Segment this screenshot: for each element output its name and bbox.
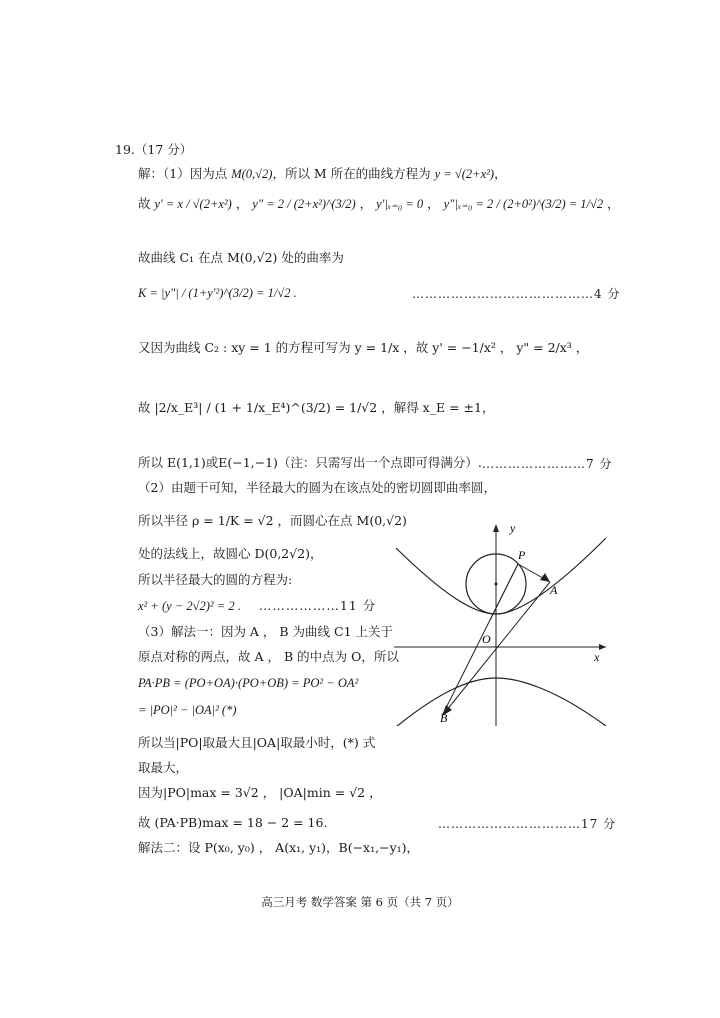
label-B: B: [440, 711, 448, 725]
upper-curve: [396, 538, 606, 614]
problem-header: [115, 142, 192, 158]
method2-line: 解法二：设 P(x₀, y₀) ， A(x₁, y₁)，B(−x₁,−y₁)，: [138, 840, 420, 855]
circle-center: [495, 583, 498, 586]
circle-intro: 所以半径最大的圆的方程为:: [138, 572, 293, 587]
max-line-2: 取最大，: [138, 760, 189, 775]
max-line-1: 所以当|PO|取最大且|OA|取最小时，(*) 式: [138, 735, 376, 750]
x-axis-arrow: [599, 644, 606, 650]
lower-curve: [396, 678, 606, 726]
circle-eq: x² + (y − 2√2)² = 2 . ………………11 分: [138, 598, 377, 613]
score-4: ……………………………………4 分: [412, 287, 621, 301]
normal-line: 处的法线上，故圆心 D(0,2√2)，: [138, 546, 323, 561]
part2-intro: （2）由题干可知，半径最大的圆为在该点处的密切圆即曲率圆，: [138, 480, 496, 495]
label-x: x: [594, 650, 600, 664]
problem-number: 19.: [115, 142, 135, 157]
result-line: 故 (PA·PB)max = 18 − 2 = 16.: [138, 815, 328, 830]
label-A: A: [550, 583, 558, 597]
problem-points: （17 分）: [134, 142, 193, 157]
solve-line: 故 |2/x_E³| / (1 + 1/x_E⁴)^(3/2) = 1/√2 ，解得 x_E = ±1，: [138, 400, 495, 415]
label-y: y: [510, 521, 516, 535]
curvature-formula: K = |y"| / (1+y'²)^(3/2) = 1/√2 .: [138, 286, 297, 300]
label-O: O: [482, 632, 491, 646]
geometry-figure: [394, 520, 608, 726]
values-line: 因为|PO|max = 3√2 ， |OA|min = √2 ，: [138, 785, 382, 800]
line-PO-inner: [490, 564, 518, 620]
part3-intro: （3）解法一：因为 A ， B 为曲线 C1 上关于: [138, 624, 394, 639]
y-axis-arrow: [493, 524, 499, 532]
page-footer: 高三月考 数学答案 第 6 页（共 7 页）: [261, 895, 459, 909]
vector-identity-2: = |PO|² − |OA|² (*): [138, 703, 237, 717]
label-P: P: [518, 548, 526, 562]
vector-identity: PA·PB = (PO+OA)·(PO+OB) = PO² − OA²: [138, 676, 359, 690]
part1-intro: 解：（1）因为点 M(0,√2)，所以 M 所在的曲线方程为 y = √(2+x²)，: [138, 166, 507, 181]
score-17: ……………………………17 分: [438, 817, 617, 831]
score-11: ………………11 分: [258, 598, 377, 613]
c2-line: 又因为曲线 C₂ : xy = 1 的方程可写为 y = 1/x ，故 y' = −1/x² ， y" = 2/x³ ，: [138, 340, 589, 355]
radius-line: 所以半径 ρ = 1/K = √2 ，而圆心在点 M(0,√2): [138, 513, 407, 528]
part3-intro2: 原点对称的两点，故 A ， B 的中点为 O，所以: [138, 649, 399, 664]
score-7: ……………………7 分: [482, 457, 613, 471]
curvature-intro: 故曲线 C₁ 在点 M(0,√2) 处的曲率为: [138, 250, 344, 265]
derivative-line: 故 y' = x / √(2+x²) ， y" = 2 / (2+x²)^(3/2) ， y'|ₓ₌₀ = 0 ， y"|ₓ₌₀ = 2 / (2+0²)^(3/2) = 1/√2 ，: [138, 196, 620, 211]
so-line: 所以 E(1,1)或E(−1,−1)（注：只需写出一个点即可得满分）.: [138, 455, 482, 470]
